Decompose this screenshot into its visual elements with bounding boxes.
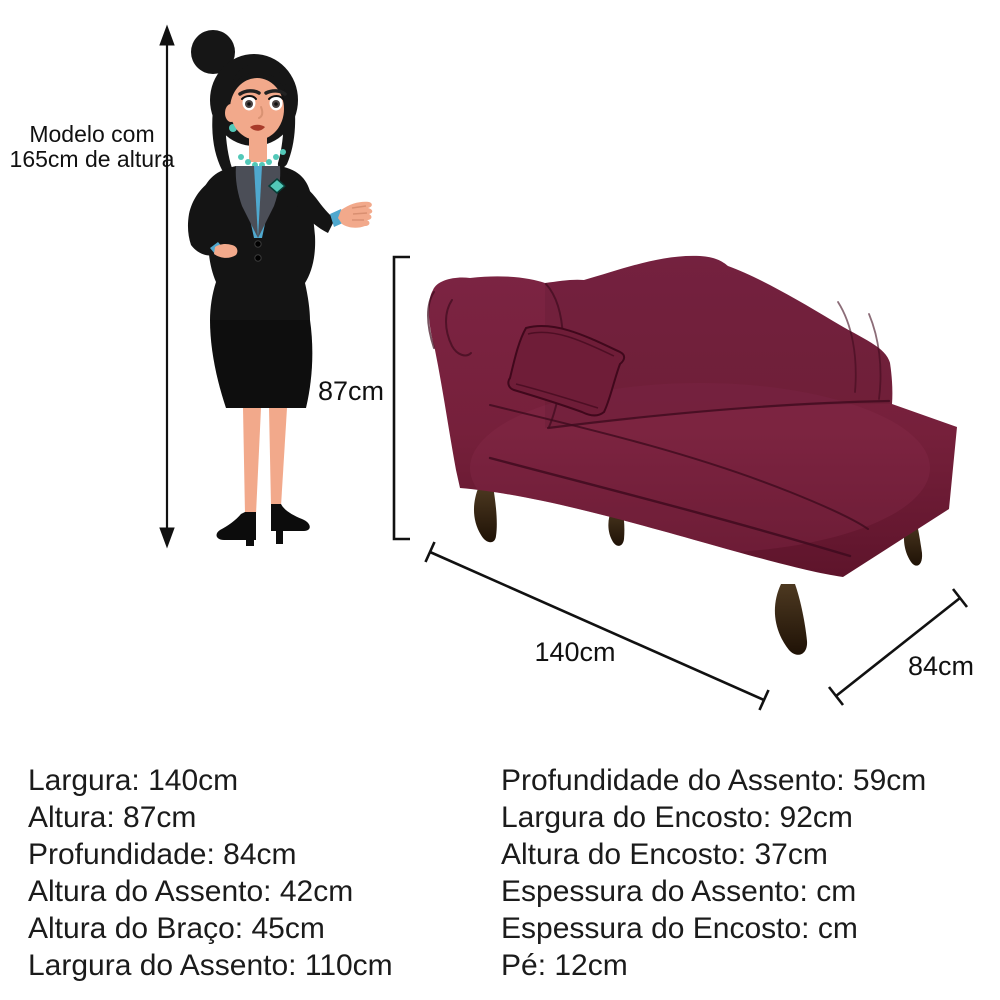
blazer-button: [255, 255, 261, 261]
pupil-left: [247, 102, 251, 106]
right-hand: [338, 202, 372, 228]
depth-measure-line-icon: [829, 589, 967, 705]
spec-altura-encosto: Altura do Encosto: 37cm: [501, 838, 828, 871]
height-bracket-icon: [394, 257, 410, 539]
heel-left: [246, 540, 254, 546]
finger-line: [353, 213, 367, 214]
chaise-longue-illustration: [428, 253, 957, 655]
model-figure: [188, 30, 372, 546]
model-note-line1: Modelo com: [29, 121, 155, 147]
depth-line-tick-end: [953, 589, 967, 607]
width-line: [430, 552, 764, 700]
front-right-leg: [775, 584, 807, 655]
leg-left: [243, 408, 261, 514]
necklace-bead: [245, 159, 251, 165]
model-note-line2: 165cm de altura: [9, 146, 175, 172]
spec-altura-assento: Altura do Assento: 42cm: [28, 875, 354, 908]
height-dimension-label: 87cm: [317, 376, 384, 406]
necklace-bead: [273, 154, 279, 160]
width-measure-line-icon: [426, 542, 769, 710]
front-left-leg: [474, 486, 497, 542]
width-dimension-label: 140cm: [534, 637, 616, 667]
spec-altura: Altura: 87cm: [28, 801, 197, 834]
leg-right: [269, 408, 287, 506]
height-arrow-icon: [160, 26, 174, 547]
necklace-bead: [238, 154, 244, 160]
depth-line-tick-start: [829, 687, 843, 705]
blazer-button: [255, 241, 261, 247]
specs-column-right: [501, 762, 996, 984]
neck: [249, 132, 267, 162]
spec-pe: Pé: 12cm: [501, 949, 628, 982]
spec-altura-braco: Altura do Braço: 45cm: [28, 912, 325, 945]
spec-espessura-assento: Espessura do Assento: cm: [501, 875, 857, 908]
spec-espessura-encosto: Espessura do Encosto: cm: [501, 912, 858, 945]
depth-dimension-label: 84cm: [907, 651, 975, 681]
heel-right: [276, 531, 283, 544]
specs-column-left: [28, 762, 488, 984]
height-arrow-head-bottom: [160, 528, 174, 547]
height-arrow-head-top: [160, 26, 174, 45]
necklace-bead: [266, 159, 272, 165]
shoe-right: [271, 504, 310, 531]
shoe-left: [217, 512, 256, 540]
necklace-bead: [280, 149, 286, 155]
spec-largura: Largura: 140cm: [28, 764, 239, 797]
spec-profundidade-assento: Profundidade do Assento: 59cm: [501, 764, 927, 797]
spec-profundidade: Profundidade: 84cm: [28, 838, 297, 871]
spec-largura-assento: Largura do Assento: 110cm: [28, 949, 393, 982]
spec-largura-encosto: Largura do Encosto: 92cm: [501, 801, 853, 834]
model-height-note: [6, 122, 178, 172]
left-hand: [214, 244, 237, 258]
pupil-right: [274, 102, 278, 106]
